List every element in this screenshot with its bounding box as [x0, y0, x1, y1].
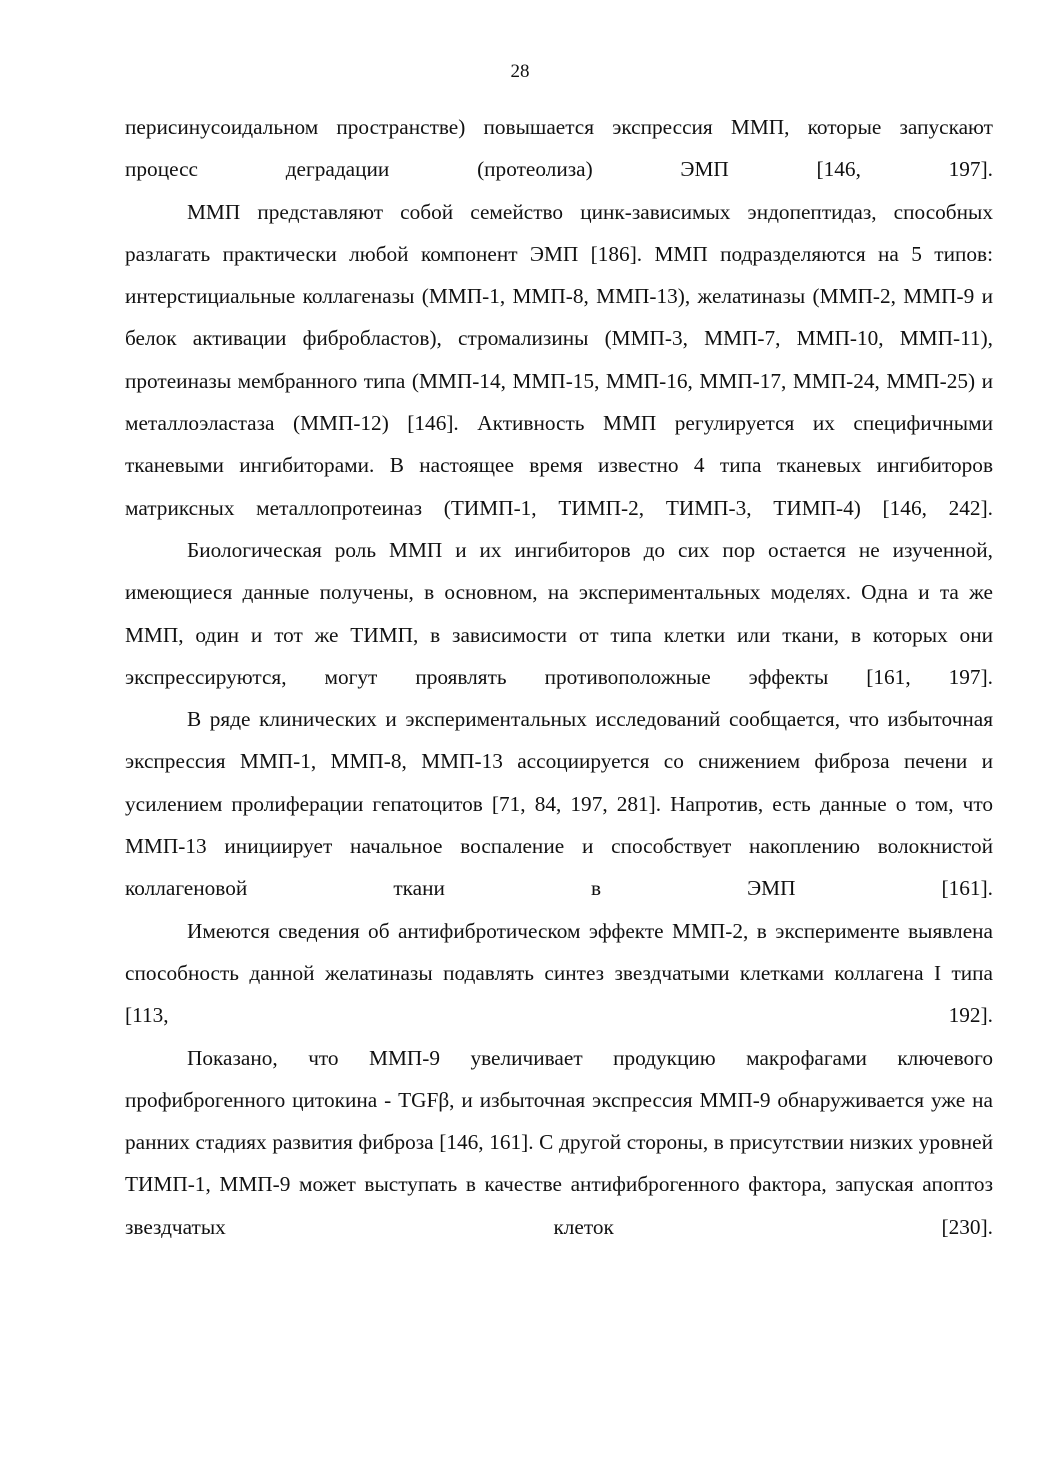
document-body	[125, 106, 993, 1248]
paragraph-clinical-studies: В ряде клинических и экспериментальных исследований сообщается, что избыточная экспрессия ММП-1, ММП-8, ММП-13 ассоциируется со снижением фиброза печени и усилением пролиферации гепатоцитов [71, 84, 197, 281]. Напротив, есть данные о том, что ММП-13 инициирует начальное воспаление и способствует накоплению волокнистой коллагеновой ткани в ЭМП [161].	[125, 707, 993, 901]
paragraph-mmp-types: ММП представляют собой семейство цинк-зависимых эндопептидаз, способных разлагать практически любой компонент ЭМП [186]. ММП подразделяются на 5 типов: интерстициальные коллагеназы (ММП-1, ММП-8, ММП-13), желатиназы (ММП-2, ММП-9 и белок активации фибробластов), стромализины (ММП-3, ММП-7, ММП-10, ММП-11), протеиназы мембранного типа (ММП-14, ММП-15, ММП-16, ММП-17, ММП-24, ММП-25) и металлоэластаза (ММП-12) [146]. Активность ММП регулируется их специфичными тканевыми ингибиторами. В настоящее время известно 4 типа тканевых ингибиторов матриксных металлопротеиназ (ТИМП-1, ТИМП-2, ТИМП-3, ТИМП-4) [146, 242].	[125, 199, 993, 520]
paragraph-biological-role: Биологическая роль ММП и их ингибиторов до сих пор остается не изученной, имеющиеся данные получены, в основном, на экспериментальных моделях. Одна и та же ММП, один и тот же ТИМП, в зависимости от типа клетки или ткани, в которых они экспрессируются, могут проявлять противоположные эффекты [161, 197].	[125, 537, 993, 689]
paragraph-continuation: перисинусоидальном пространстве) повышается экспрессия ММП, которые запускают процесс деградации (протеолиза) ЭМП [146, 197].	[125, 115, 993, 182]
paragraph-mmp2-effect: Имеются сведения об антифибротическом эффекте ММП-2, в эксперименте выявлена способность данной желатиназы подавлять синтез звездчатыми клетками коллагена I типа [113, 192].	[125, 918, 993, 1028]
page-number: 28	[510, 61, 530, 82]
paragraph-mmp9-effect: Показано, что ММП-9 увеличивает продукцию макрофагами ключевого профиброгенного цитокина - TGFβ, и избыточная экспрессия ММП-9 обнаруживается уже на ранних стадиях развития фиброза [146, 161]. С другой стороны, в присутствии низких уровней ТИМП-1, ММП-9 может выступать в качестве антифиброгенного фактора, запуская апоптоз звездчатых клеток [230].	[125, 1045, 993, 1239]
